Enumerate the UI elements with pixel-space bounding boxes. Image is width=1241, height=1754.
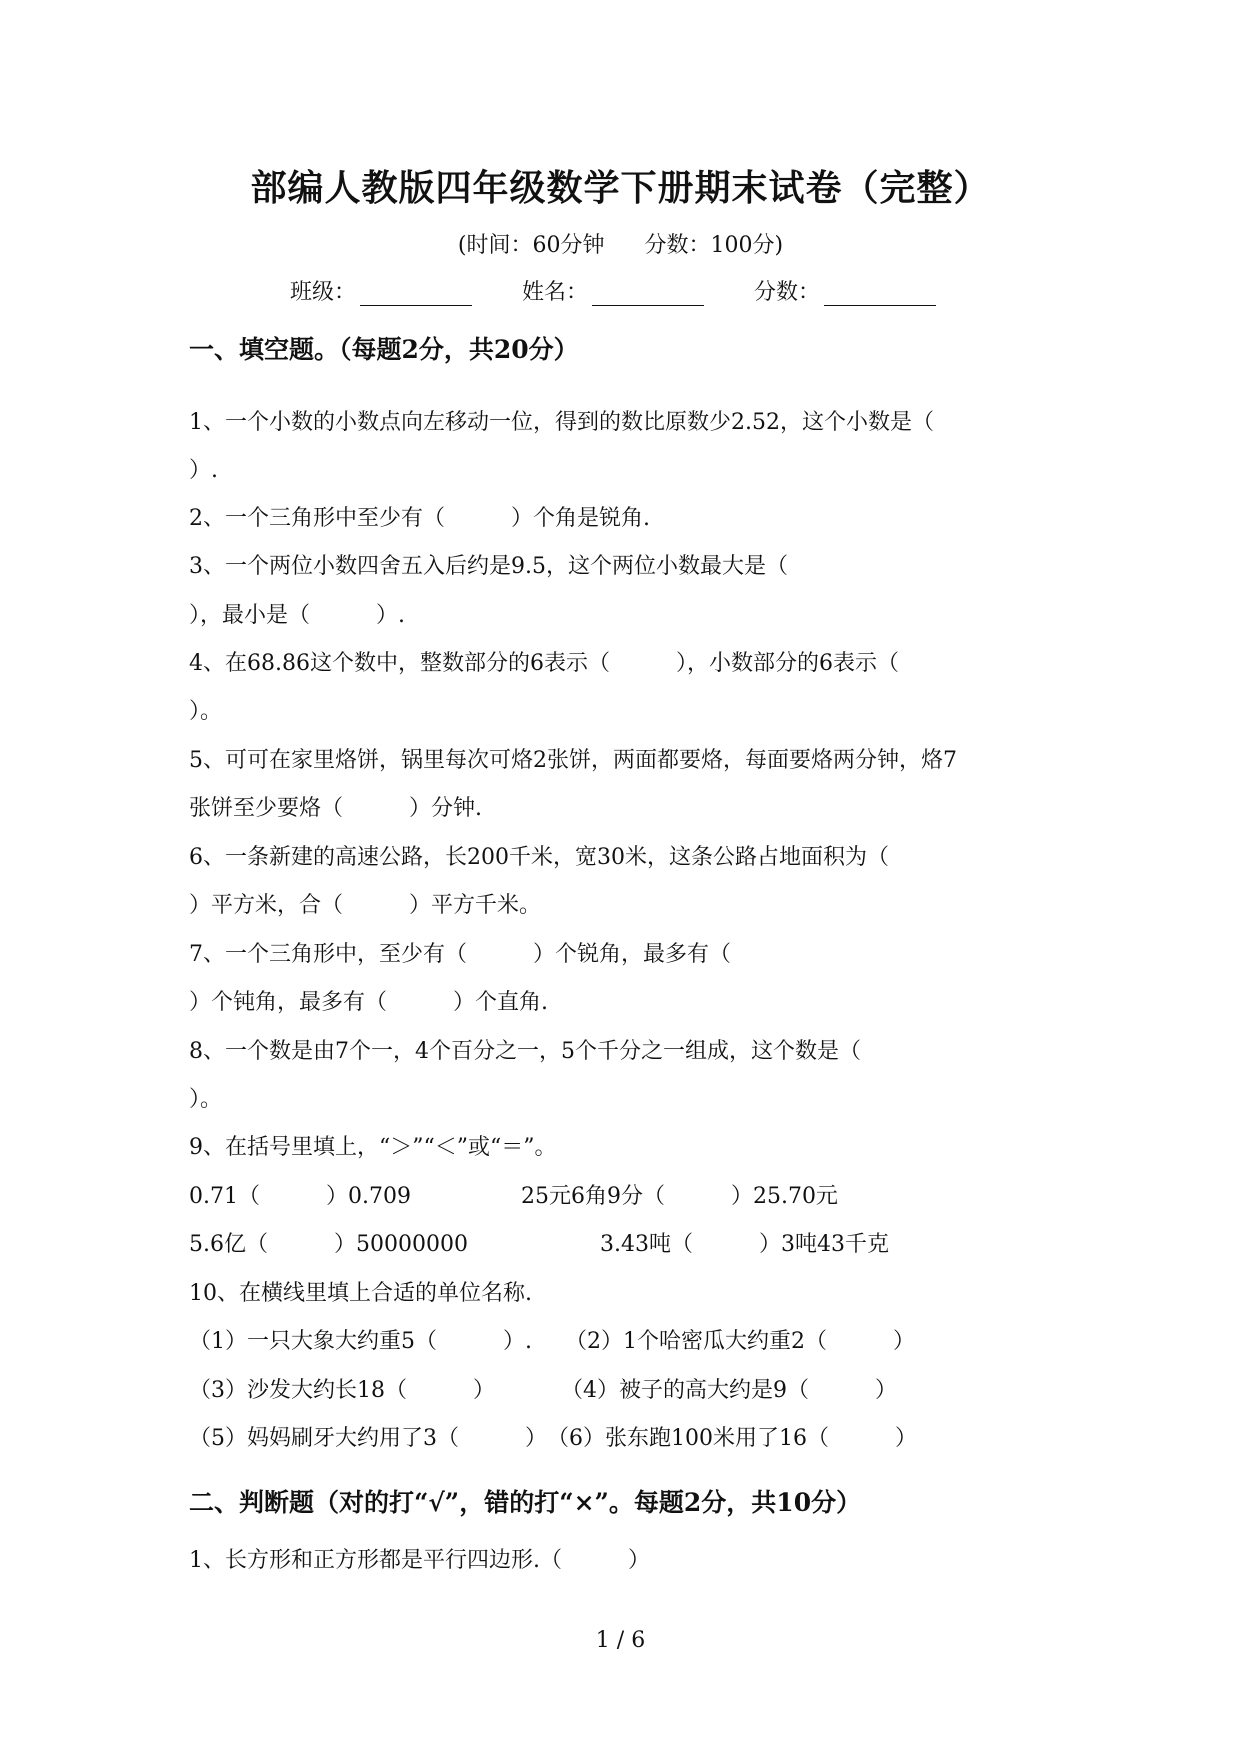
question-line: ）个钝角，最多有（ ）个直角. [189, 990, 548, 1015]
question-line: 2、一个三角形中至少有（ ）个角是锐角. [189, 506, 650, 531]
question-line: （1）一只大象大约重5（ ）. （2）1个哈密瓜大约重2（ ） [189, 1329, 915, 1354]
exam-meta [0, 228, 1241, 259]
question-line: ）。 [189, 1087, 223, 1112]
name-label: 姓名： [522, 280, 589, 305]
class-blank [360, 281, 472, 306]
question-line: ），最小是（ ）. [189, 603, 405, 628]
question-line: 10、在横线里填上合适的单位名称. [189, 1281, 532, 1306]
score-field [754, 275, 936, 306]
name-field [522, 275, 704, 306]
question-line: 0.71（ ）0.709 25元6角9分（ ）25.70元 [189, 1184, 838, 1209]
question-line: 4、在68.86这个数中，整数部分的6表示（ ），小数部分的6表示（ [189, 651, 899, 676]
name-blank [592, 281, 704, 306]
question-line: 7、一个三角形中，至少有（ ）个锐角，最多有（ [189, 942, 731, 967]
question-line: （5）妈妈刷牙大约用了3（ ） （6）张东跑100米用了16（ ） [189, 1426, 917, 1451]
question-line: 1、长方形和正方形都是平行四边形.（ ） [189, 1548, 650, 1573]
question-line: 5、可可在家里烙饼，锅里每次可烙2张饼，两面都要烙，每面要烙两分钟，烙7 [189, 748, 957, 773]
question-line: ）. [189, 458, 218, 483]
class-label: 班级： [290, 280, 357, 305]
section-2-heading: 二、判断题（对的打“√”，错的打“×”。每题2分，共10分） [189, 1488, 862, 1517]
question-line: 5.6亿（ ）50000000 3.43吨（ ）3吨43千克 [189, 1232, 889, 1257]
question-line: 8、一个数是由7个一，4个百分之一，5个千分之一组成，这个数是（ [189, 1039, 861, 1064]
student-info [290, 275, 936, 306]
question-line: ）。 [189, 699, 223, 724]
score-blank [824, 281, 936, 306]
question-line: 张饼至少要烙（ ）分钟. [189, 796, 482, 821]
question-line: 6、一条新建的高速公路，长200千米，宽30米，这条公路占地面积为（ [189, 845, 889, 870]
question-line: ）平方米，合（ ）平方千米。 [189, 893, 542, 918]
question-line: （3）沙发大约长18（ ） （4）被子的高大约是9（ ） [189, 1378, 897, 1403]
score-label: 分数： [754, 280, 821, 305]
question-line: 1、一个小数的小数点向左移动一位，得到的数比原数少2.52，这个小数是（ [189, 410, 934, 435]
class-field [290, 275, 472, 306]
section-1-heading: 一、填空题。（每题2分，共20分） [189, 335, 579, 364]
question-line: 9、在括号里填上，“＞”“＜”或“＝”。 [189, 1135, 557, 1160]
page-number: 1 / 6 [595, 1628, 646, 1653]
time-text: (时间：60分钟 [457, 233, 605, 258]
page-title: 部编人教版四年级数学下册期末试卷（完整） [250, 167, 991, 209]
score-text: 分数：100分) [644, 233, 784, 258]
question-line: 3、一个两位小数四舍五入后约是9.5，这个两位小数最大是（ [189, 554, 788, 579]
